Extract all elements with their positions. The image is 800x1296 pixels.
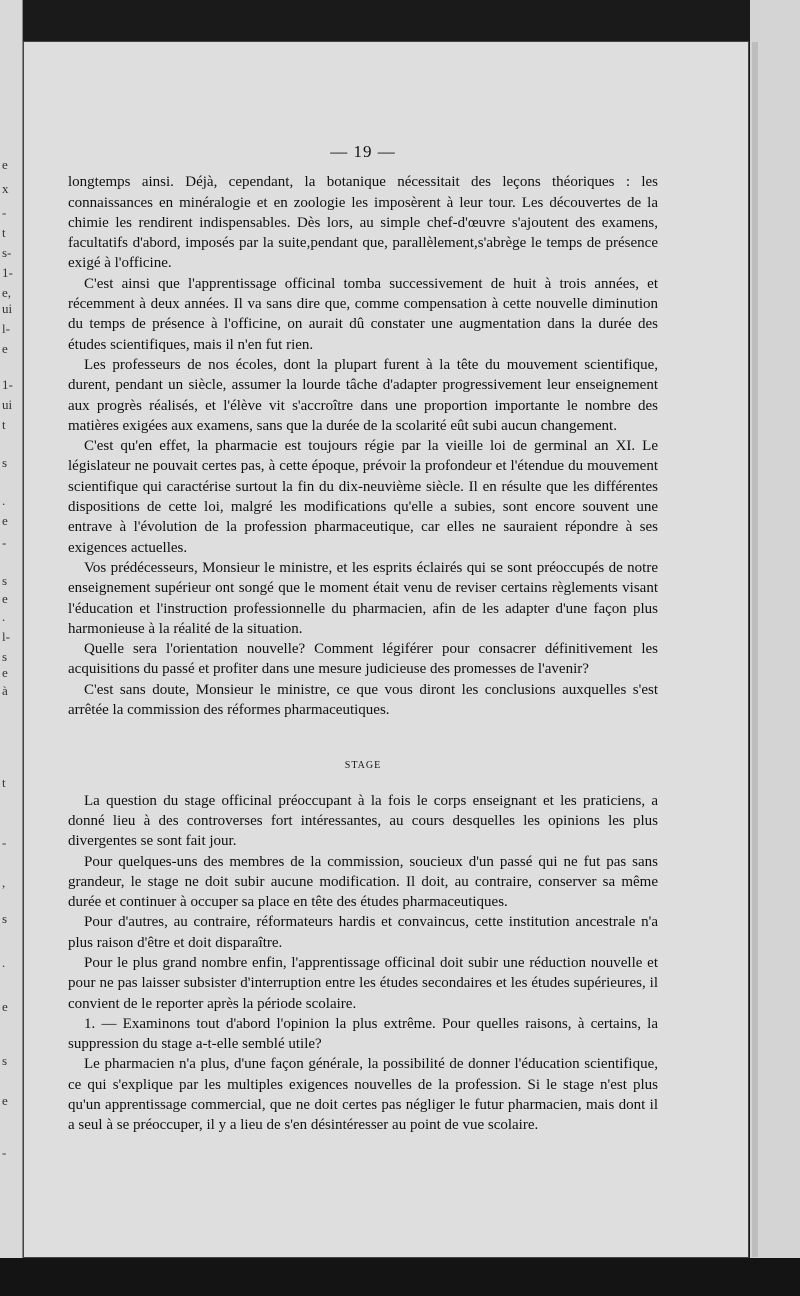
margin-fragment: t xyxy=(2,775,6,790)
margin-fragment: e xyxy=(2,1093,8,1108)
margin-fragment: , xyxy=(2,875,6,890)
margin-fragment: e xyxy=(2,591,8,606)
paragraph: Le pharmacien n'a plus, d'une façon générale, la possibilité de donner l'éducation scientifique, ce qui s'explique par les multiples exigences nouvelles de la profession. Si le stage n'est plus qu'un apprentissage commercial, que ne doit certes pas négliger le futur pharmacien, mais dont il a seul à se préoccuper, il y a lieu de s'en désintéresser au point de vue scolaire. xyxy=(68,1056,658,1134)
margin-fragment: e xyxy=(2,513,8,528)
margin-fragment: - xyxy=(2,1145,7,1160)
margin-fragment: t xyxy=(2,225,6,240)
paragraph: C'est ainsi que l'apprentissage officinal tomba successivement de huit à trois années, et récemment à deux années. Il va sans dire que, comme compensation à cette nouvelle diminution du temps de présence à l'officine, on aurait dû constater une augmentation dans la durée des études scientifiques, mais il n'en fut rien. xyxy=(68,275,658,353)
margin-fragment: ui xyxy=(2,301,13,316)
margin-fragment: s xyxy=(2,649,8,664)
margin-fragment: e xyxy=(2,999,8,1014)
paragraph: C'est sans doute, Monsieur le ministre, ce que vous diront les conclusions auxquelles s'est arrêtée la commission des réformes pharmaceutiques. xyxy=(68,681,658,719)
paragraph: Vos prédécesseurs, Monsieur le ministre, et les esprits éclairés qui se sont préoccupés de notre enseignement supérieur ont songé que le moment était venu de reviser certains règlements visant l'éducation et l'instruction professionnelle du pharmacien, afin de les adapter d'une façon plus harmonieuse à la réalité de la situation. xyxy=(68,559,658,637)
margin-fragment: s xyxy=(2,573,8,588)
margin-fragment: . xyxy=(2,955,6,970)
margin-fragment: s xyxy=(2,1053,8,1068)
margin-fragment: x xyxy=(2,181,9,196)
margin-fragment: s xyxy=(2,911,8,926)
page-number: — 19 — xyxy=(330,142,396,161)
paragraph: longtemps ainsi. Déjà, cependant, la botanique nécessitait des leçons théoriques : les connaissances en minéralogie et en zoologie les imposèrent à leur tour. Les découvertes de la chimie les rendirent indispensables. Dès lors, au simple chef-d'œuvre s'ajoutent des examens, facultatifs d'abord, imposés par la suite,pendant que, parallèlement,s'abrège le temps de présence exigé à l'officine. xyxy=(68,174,658,272)
margin-fragment: ui xyxy=(2,397,13,412)
margin-fragment: t xyxy=(2,417,6,432)
margin-fragment: à xyxy=(2,683,8,698)
page-edge-shadow xyxy=(752,42,758,1257)
margin-fragment: e xyxy=(2,157,8,172)
margin-fragment: e xyxy=(2,665,8,680)
margin-fragment: - xyxy=(2,205,7,220)
margin-fragment: - xyxy=(2,535,7,550)
margin-fragment: e, xyxy=(2,285,12,300)
margin-fragment: s xyxy=(2,455,8,470)
margin-fragment: - xyxy=(2,835,7,850)
paragraph: Pour d'autres, au contraire, réformateurs hardis et convaincus, cette institution ancestrale n'a plus raison d'être et doit disparaître. xyxy=(68,914,658,951)
margin-fragment: e xyxy=(2,341,8,356)
adjacent-page-edge xyxy=(0,0,23,1296)
margin-fragment: l- xyxy=(2,629,10,644)
scan-background-bottom xyxy=(0,1258,800,1296)
paragraph: 1. — Examinons tout d'abord l'opinion la plus extrême. Pour quelles raisons, à certains, la suppression du stage a-t-elle semblé utile? xyxy=(68,1015,658,1053)
margin-fragment: . xyxy=(2,609,6,624)
margin-fragment: 1- xyxy=(2,265,13,280)
page-edge-right xyxy=(750,0,800,1296)
book-page xyxy=(24,42,748,1257)
margin-fragment: l- xyxy=(2,321,10,336)
paragraph: Les professeurs de nos écoles, dont la plupart furent à la tête du mouvement scientifique, durent, pendant un siècle, assumer la lourde tâche d'adapter progressivement leur enseignement aux progrès réalisés, et l'élève vit s'accroître dans une proportion importante le nombre des matières exigées aux examens, sans que la durée de la scolarité eût subi aucun changement. xyxy=(68,356,658,434)
section-heading: STAGE xyxy=(344,760,382,772)
margin-fragment: 1- xyxy=(2,377,13,392)
paragraph: Pour le plus grand nombre enfin, l'apprentissage officinal doit subir une réduction nouvelle et pour ne pas laisser subsister d'interruption entre les études secondaires et les études supérieures, il convient de le reporter après la période scolaire. xyxy=(68,954,658,1012)
paragraph: Pour quelques-uns des membres de la commission, soucieux d'un passé qui ne fut pas sans grandeur, le stage ne doit subir aucune modification. Il doit, au contraire, conserver sa même durée et continuer à occuper sa place en tête des études pharmaceutiques. xyxy=(68,853,658,911)
paragraph: La question du stage officinal préoccupant à la fois le corps enseignant et les praticiens, a donné lieu à des controverses fort intéressantes, au cours desquelles les opinions les plus divergentes se sont fait jour. xyxy=(68,792,658,850)
margin-fragment: . xyxy=(2,493,6,508)
paragraph: Quelle sera l'orientation nouvelle? Comment légiférer pour consacrer définitivement les acquisitions du passé et profiter dans une mesure judicieuse des promesses de l'avenir? xyxy=(68,641,658,678)
page-content xyxy=(68,142,658,1136)
margin-fragment: s- xyxy=(2,245,12,260)
paragraph: C'est qu'en effet, la pharmacie est toujours régie par la vieille loi de germinal an XI. Le législateur ne pouvait certes pas, à cette époque, prévoir la profondeur et l'étendue du mouvement scientifique qui caractérise surtout la fin du dix-neuvième siècle. Il en résulte que les différentes dispositions de cette loi, malgré les modifications qu'elle a subies, sont encore souvent une entrave à l'évolution de la profession pharmaceutique, car elles ne sauraient répondre à ses exigences actuelles. xyxy=(68,438,658,556)
